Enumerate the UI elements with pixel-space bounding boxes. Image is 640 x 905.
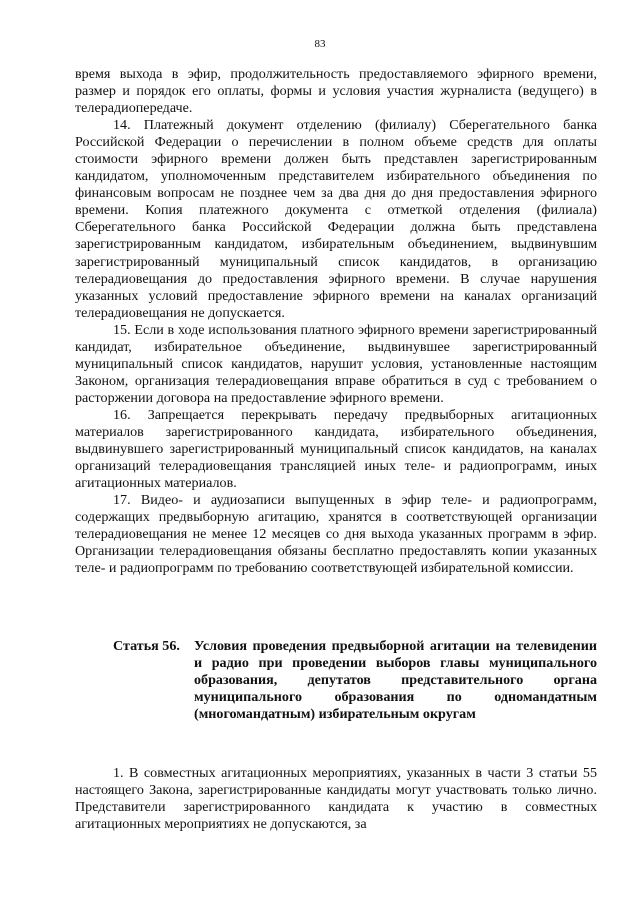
paragraph-14: 14. Платежный документ отделению (филиалу) Сберегательного банка Российской Федерации о перечислении в полном объеме средств для оплаты стоимости эфирного времени должен быть представлен зарегистрированным кандидатом, уполномоченным представителем избирательного объединения по финансовым вопросам не позднее чем за два дня до дня предоставления эфирного времени. Копия платежного документа с отметкой отделения (филиала) Сберегательного банка Российской Федерации должна быть представлена зарегистрированным кандидатом, избирательным объединением, выдвинувшим зарегистрированный муниципальный список кандидатов, в организацию телерадиовещания до предоставления эфирного времени. В случае нарушения указанных условий предоставление эфирного времени на каналах организаций телерадиовещания не допускается. — [75, 117, 597, 321]
paragraph-continuation: время выхода в эфир, продолжительность предоставляемого эфирного времени, размер и порядок его оплаты, формы и условия участия журналиста (ведущего) в телерадиопередаче. — [75, 66, 597, 117]
article-number: Статья 56. — [113, 638, 180, 654]
article-title: Условия проведения предвыборной агитации на телевидении и радио при проведении выборов главы муниципального образования, депутатов представительного органа муниципального образования по одномандатным (многомандатным) избирательным округам — [194, 638, 597, 723]
paragraph-17: 17. Видео- и аудиозаписи выпущенных в эфир теле- и радиопрограмм, содержащих предвыборную агитацию, хранятся в соответствующей организации телерадиовещания не менее 12 месяцев со дня выхода указанных программ в эфир. Организации телерадиовещания обязаны бесплатно предоставлять копии указанных теле- и радиопрограмм по требованию соответствующей избирательной комиссии. — [75, 492, 597, 577]
document-body — [75, 66, 597, 577]
paragraph-1: 1. В совместных агитационных мероприятиях, указанных в части 3 статьи 55 настоящего Закона, зарегистрированные кандидаты могут участвовать только лично. Представители зарегистрированного кандидата к участию в совместных агитационных мероприятиях не допускаются, за — [75, 765, 597, 833]
page-number: 83 — [314, 38, 326, 50]
article-heading — [113, 638, 597, 723]
paragraph-15: 15. Если в ходе использования платного эфирного времени зарегистрированный кандидат, избирательное объединение, выдвинувшее зарегистрированный муниципальный список кандидатов, нарушит условия, установленные настоящим Законом, организация телерадиовещания вправе обратиться в суд с требованием о расторжении договора на предоставление эфирного времени. — [75, 321, 597, 406]
article-body — [75, 765, 597, 833]
paragraph-16: 16. Запрещается перекрывать передачу предвыборных агитационных материалов зарегистрированного кандидата, избирательного объединения, выдвинувшего зарегистрированный муниципальный список кандидатов, на каналах организаций телерадиовещания трансляцией иных теле- и радиопрограмм, иных агитационных материалов. — [75, 406, 597, 492]
